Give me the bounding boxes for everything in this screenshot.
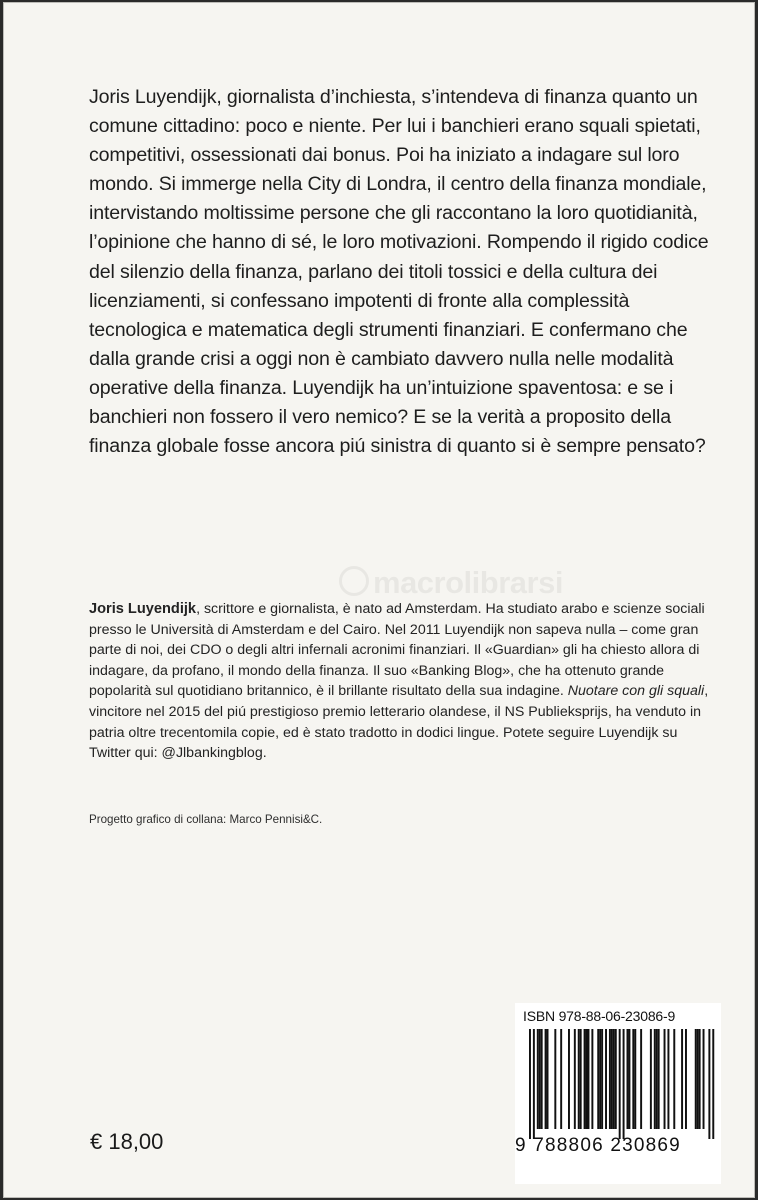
barcode-bar: [586, 1029, 588, 1129]
barcode-bar: [597, 1029, 599, 1129]
barcode-bar: [650, 1029, 652, 1129]
barcode-bar: [615, 1029, 617, 1129]
barcode-bar: [599, 1029, 601, 1129]
barcode-bar: [591, 1029, 593, 1129]
barcode-bar: [656, 1029, 658, 1129]
price: € 18,00: [90, 1129, 164, 1154]
barcode-bar: [539, 1029, 541, 1129]
barcode-bar: [667, 1029, 669, 1129]
watermark-text: macrolibrarsi: [373, 565, 563, 600]
barcode-bar: [685, 1029, 687, 1129]
barcode-bar: [537, 1029, 539, 1129]
bio-text-part1: , scrittore e giornalista, è nato ad Amsterdam. Ha studiato arabo e scienze sociali presso le Università di Amsterdam e del Cairo. Nel 2011 Luyendijk non sapeva nulla – come gran parte di noi, dei CDO o degli altri infernali acronimi finanziari. Il «Guardian» gli ha chiesto allora di indagare, da profano, il mondo della finanza. Il suo «Banking Blog», che ha ottenuto grande popolarità sul quotidiano britannico, è il brillante risultato della sua indagine.: [89, 601, 705, 700]
barcode-bar: [673, 1029, 675, 1129]
barcode-bar: [560, 1029, 562, 1129]
barcode-bar: [712, 1029, 714, 1139]
barcode-bar: [605, 1029, 607, 1129]
barcode-bar: [574, 1029, 576, 1129]
barcode-bar: [545, 1029, 547, 1129]
book-back-cover: [3, 2, 755, 1198]
ean-barcode: [517, 1029, 721, 1139]
barcode-bar: [609, 1029, 611, 1129]
watermark-logo-icon: [339, 566, 369, 596]
watermark: [339, 565, 563, 601]
barcode-bar: [658, 1029, 660, 1129]
barcode-area: [515, 1003, 721, 1184]
design-credit: Progetto grafico di collana: Marco Pennisi&C.: [89, 813, 323, 826]
barcode-bar: [529, 1029, 531, 1139]
author-name: Joris Luyendijk: [89, 601, 197, 617]
book-title: Nuotare con gli squali: [567, 683, 705, 700]
barcode-bar: [547, 1029, 549, 1129]
bio-text-part2: , vincitore nel 2015 del piú prestigioso premio letterario olandese, il NS Publieksprijs, ha venduto in patria oltre trecentomila copie, ed è stato tradotto in dodici lingue. Potete seguire Luyendijk su Twitter qui: @Jlbankingblog.: [89, 683, 709, 762]
barcode-bar: [533, 1029, 535, 1139]
barcode-bar: [640, 1029, 642, 1129]
barcode-bar: [623, 1029, 625, 1139]
barcode-bar: [588, 1029, 590, 1129]
barcode-bar: [619, 1029, 621, 1139]
barcode-bar: [584, 1029, 586, 1129]
barcode-bar: [554, 1029, 556, 1129]
isbn-label: ISBN 978-88-06-23086-9: [523, 1008, 676, 1024]
ean-digits: 9 788806 230869: [515, 1135, 681, 1156]
barcode-bar: [708, 1029, 710, 1139]
barcode-bar: [628, 1029, 630, 1129]
blurb-text: Joris Luyendijk, giornalista d’inchiesta, s’intendeva di finanza quanto un comune cittadino: poco e niente. Per lui i banchieri erano squali spietati, competitivi, ossessionati dai bonus. Poi ha iniziato a indagare sul loro mondo. Si immerge nella City di Londra, il centro della finanza mondiale, intervistando moltissime persone che gli raccontano la loro quotidianità, l’opinione che hanno di sé, le loro motivazioni. Rompendo il rigido codice del silenzio della finanza, parlano dei titoli tossici e della cultura dei licenziamenti, si confessano impotenti di fronte alla complessità tecnologica e matematica degli strumenti finanziari. E confermano che dalla grande crisi a oggi non è cambiato davvero nulla nelle modalità operative della finanza. Luyendijk ha un’intuizione spaventosa: e se i banchieri non fossero il vero nemico? E se la verità a proposito della finanza globale fosse ancora piú sinistra di quanto si è sempre pensato?: [89, 86, 709, 458]
barcode-bar: [578, 1029, 580, 1129]
barcode-bar: [611, 1029, 613, 1129]
barcode-bar: [664, 1029, 666, 1129]
barcode-bar: [613, 1029, 615, 1129]
barcode-bar: [627, 1029, 629, 1129]
author-bio: [89, 599, 719, 764]
barcode-bar: [580, 1029, 582, 1129]
barcode-bar: [601, 1029, 603, 1129]
barcode-bar: [654, 1029, 656, 1129]
barcode-bar: [695, 1029, 697, 1129]
barcode-bar: [634, 1029, 636, 1129]
barcode-bar: [703, 1029, 705, 1129]
barcode-bar: [697, 1029, 699, 1129]
barcode-bar: [681, 1029, 683, 1129]
barcode-bar: [632, 1029, 634, 1129]
barcode-bar: [699, 1029, 701, 1129]
barcode-bar: [541, 1029, 543, 1129]
barcode-bar: [568, 1029, 570, 1129]
